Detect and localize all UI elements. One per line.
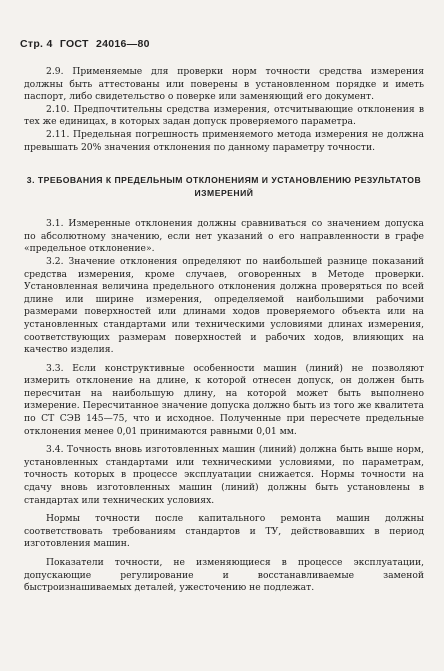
paragraph-2-11: 2.11. Предельная погрешность применяемого метода измерения не должна превышать 20% значения отклонения по данному параметру точности. [24, 128, 424, 153]
paragraph-indicators: Показатели точности, не изменяющиеся в процессе эксплуатации, допускающие регулирование и восстанавливаемые заменой быстроизнашиваемых деталей, ужесточению не подлежат. [24, 557, 424, 594]
section-3-heading: 3. ТРЕБОВАНИЯ К ПРЕДЕЛЬНЫМ ОТКЛОНЕНИЯМ И УСТАНОВЛЕНИЮ РЕЗУЛЬТАТОВ ИЗМЕРЕНИЙ [26, 175, 422, 199]
document-body [24, 66, 424, 595]
standard-label: ГОСТ [59, 38, 89, 50]
paragraph-3-4: 3.4. Точность вновь изготовленных машин (линий) должна быть выше норм, установленных стандартами или техническими условиями, по параметрам, точность которых в процессе эксплуатации снижается. Нормы точности на сдачу вновь изготовленных машин (линий) должны быть установлены в стандартах или технических условиях. [24, 444, 424, 506]
standard-number: 24016—80 [95, 38, 150, 50]
page-header [20, 38, 154, 50]
paragraph-3-2: 3.2. Значение отклонения определяют по наибольшей разнице показаний средства измерения, кроме случаев, оговоренных в Методе проверки. Установленная величина предельного отклонения должна проверяться по всей длине или ширине измерения, определяемой наибольшими рабочими размерами поверхностей или длинами ходов проверяемого объекта или на установленных стандартами или техническими условиями длинах измерения, соответствующих размерам поверхностей и рабочих ходов, влияющих на качество изделия. [24, 255, 424, 356]
paragraph-2-9: 2.9. Применяемые для проверки норм точности средства измерения должны быть аттестованы или поверены в установленном порядке и иметь паспорт, либо свидетельство о поверке или заменяющий его документ. [24, 66, 424, 103]
paragraph-3-3: 3.3. Если конструктивные особенности машин (линий) не позволяют измерить отклонение на длине, к которой отнесен допуск, он должен быть пересчитан на наибольшую длину, на которой может быть выполнено измерение. Пересчитанное значение допуска должно быть из того же квалитета по СТ СЭВ 145—75, что и исходное. Полученные при пересчете предельные отклонения менее 0,01 принимаются равными 0,01 мм. [24, 362, 424, 437]
page-number: Стр. 4 [20, 38, 53, 50]
paragraph-2-10: 2.10. Предпочтительны средства измерения, отсчитывающие отклонения в тех же единицах, в которых задан допуск проверяемого параметра. [24, 103, 424, 128]
paragraph-norms: Нормы точности после капитального ремонта машин должны соответствовать требованиям стандартов и ТУ, действовавших в период изготовления машин. [24, 513, 424, 550]
paragraph-3-1: 3.1. Измеренные отклонения должны сравниваться со значением допуска по абсолютному значению, если нет указаний о его направленности в графе «предельное отклонение». [24, 218, 424, 255]
